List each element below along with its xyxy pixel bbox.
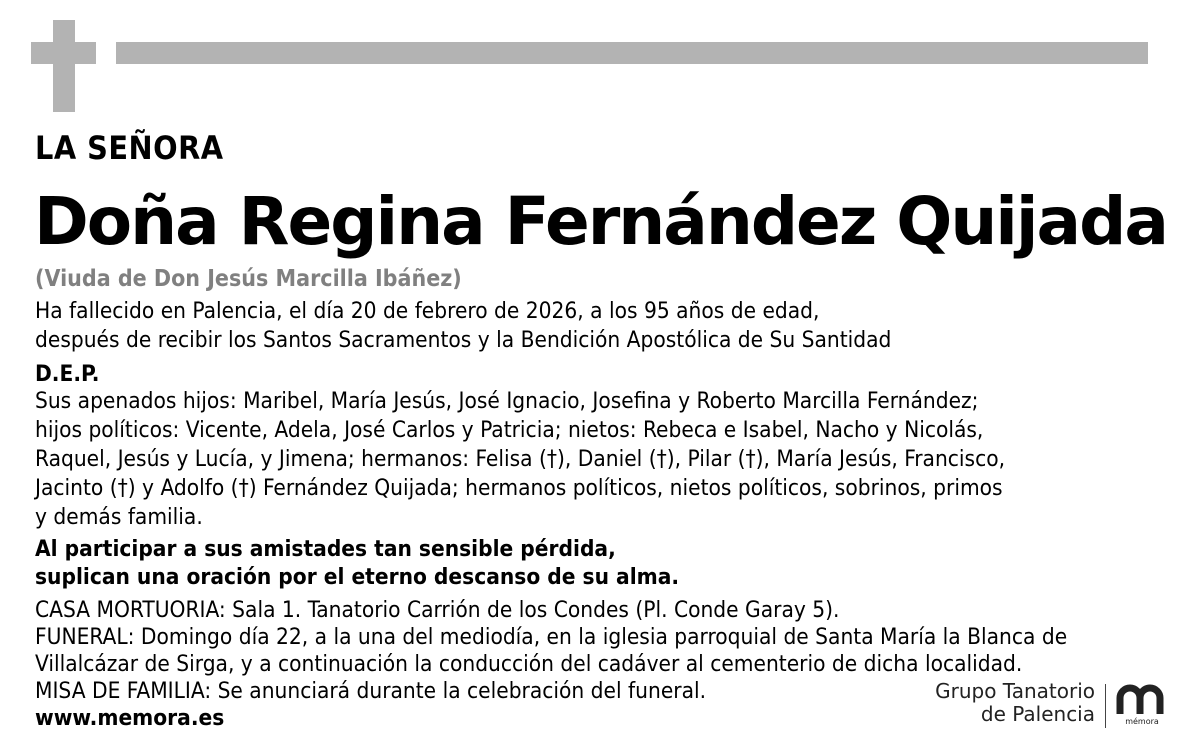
details-line: CASA MORTUORIA: Sala 1. Tanatorio Carrión de los Condes (Pl. Conde Garay 5). bbox=[35, 597, 840, 623]
death-notice-line-2: después de recibir los Santos Sacramentos y la Bendición Apostólica de Su Santidad bbox=[35, 327, 892, 353]
widow-of: (Viuda de Don Jesús Marcilla Ibáñez) bbox=[35, 266, 462, 292]
family-line: Sus apenados hijos: Maribel, María Jesús, José Ignacio, Josefina y Roberto Marcilla Fernández; bbox=[35, 388, 979, 414]
details-line: FUNERAL: Domingo día 22, a la una del mediodía, en la iglesia parroquial de Santa María la Blanca de bbox=[35, 624, 1068, 650]
logo-line-2: de Palencia bbox=[980, 702, 1095, 726]
dep-label: D.E.P. bbox=[35, 361, 100, 387]
brand-label: mémora bbox=[1125, 717, 1159, 726]
logo-line-1: Grupo Tanatorio bbox=[935, 679, 1095, 703]
family-line: hijos políticos: Vicente, Adela, José Carlos y Patricia; nietos: Rebeca e Isabel, Nacho y Nicolás, bbox=[35, 417, 984, 443]
details-line: MISA DE FAMILIA: Se anunciará durante la celebración del funeral. bbox=[35, 678, 707, 704]
logo-divider bbox=[1105, 684, 1106, 728]
cross-icon-vertical bbox=[53, 20, 75, 112]
website-link[interactable]: www.memora.es bbox=[35, 705, 225, 731]
cross-icon-horizontal bbox=[31, 42, 96, 64]
request-line: Al participar a sus amistades tan sensible pérdida, bbox=[35, 536, 616, 562]
request-line: suplican una oración por el eterno descanso de su alma. bbox=[35, 564, 680, 590]
pre-title: LA SEÑORA bbox=[35, 129, 224, 167]
deceased-name: Doña Regina Fernández Quijada bbox=[34, 183, 1167, 260]
death-notice-line-1: Ha fallecido en Palencia, el día 20 de febrero de 2026, a los 95 años de edad, bbox=[35, 298, 820, 324]
funeral-home-logo-text bbox=[935, 680, 1095, 726]
details-line: Villalcázar de Sirga, y a continuación la conducción del cadáver al cementerio de dicha localidad. bbox=[35, 651, 1023, 677]
family-line: Jacinto (†) y Adolfo (†) Fernández Quijada; hermanos políticos, nietos políticos, sobrinos, primos bbox=[35, 475, 1003, 501]
family-line: y demás familia. bbox=[35, 504, 203, 530]
family-line: Raquel, Jesús y Lucía, y Jimena; hermanos: Felisa (†), Daniel (†), Pilar (†), María Jesús, Francisco, bbox=[35, 446, 1006, 472]
header-bar bbox=[116, 42, 1148, 64]
